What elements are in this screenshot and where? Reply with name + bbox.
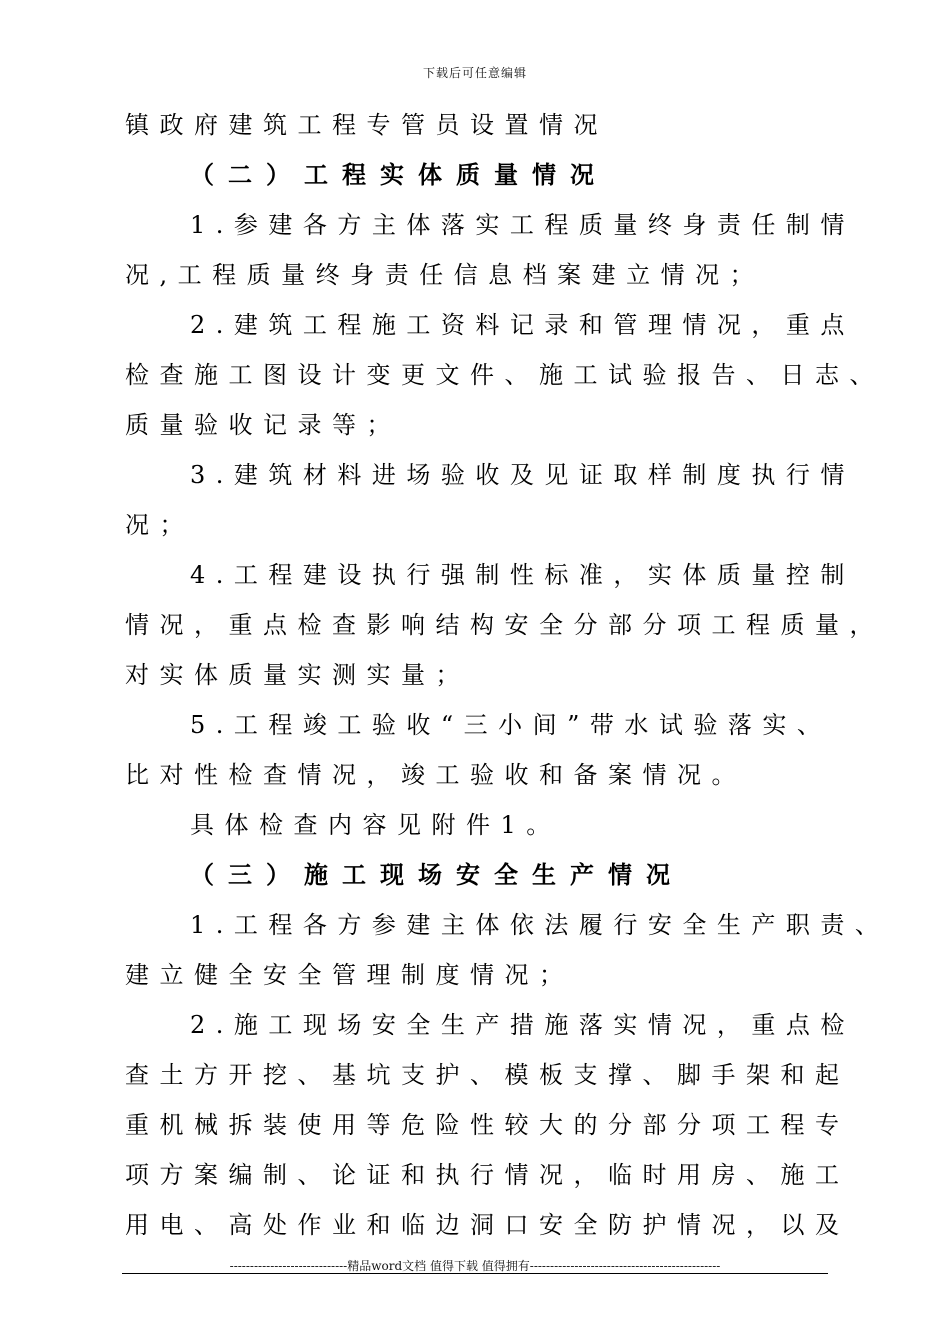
body-line: 4.工程建设执行强制性标准，实体质量控制 xyxy=(190,561,855,589)
body-line: 2.建筑工程施工资料记录和管理情况，重点 xyxy=(190,311,855,339)
body-line: 用电、高处作业和临边洞口安全防护情况，以及 xyxy=(125,1211,850,1239)
section-heading: （三）施工现场安全生产情况 xyxy=(190,860,684,889)
body-line: 质量验收记录等； xyxy=(125,411,401,439)
page-header: 下载后可任意编辑 xyxy=(422,66,527,80)
body-line: 具体检查内容见附件1。 xyxy=(190,811,561,839)
footer-divider xyxy=(122,1273,828,1274)
body-line: 2.施工现场安全生产措施落实情况，重点检 xyxy=(190,1011,855,1039)
body-line: 5.工程竣工验收“三小间”带水试验落实、 xyxy=(190,711,832,739)
body-line: 1.参建各方主体落实工程质量终身责任制情 xyxy=(190,211,855,239)
body-line: 建立健全安全管理制度情况； xyxy=(125,961,574,989)
body-line: 重机械拆装使用等危险性较大的分部分项工程专 xyxy=(125,1111,850,1139)
body-line: 情况，重点检查影响结构安全分部分项工程质量， xyxy=(125,611,884,639)
body-line: 镇政府建筑工程专管员设置情况 xyxy=(125,111,608,139)
body-line: 比对性检查情况，竣工验收和备案情况。 xyxy=(125,761,746,789)
body-line: 项方案编制、论证和执行情况，临时用房、施工 xyxy=(125,1161,850,1189)
body-line: 3.建筑材料进场验收及见证取样制度执行情 xyxy=(190,461,855,489)
page-footer: -----------------------------精品word文档 值得下载 值得拥有----------------------------------------------- xyxy=(229,1259,721,1273)
body-line: 对实体质量实测实量； xyxy=(125,661,470,689)
section-heading: （二）工程实体质量情况 xyxy=(190,160,608,189)
body-line: 查土方开挖、基坑支护、模板支撑、脚手架和起 xyxy=(125,1061,850,1089)
body-line: 检查施工图设计变更文件、施工试验报告、日志、 xyxy=(125,361,884,389)
body-line: 况,工程质量终身责任信息档案建立情况； xyxy=(125,261,765,289)
body-line: 况； xyxy=(125,511,194,539)
body-line: 1.工程各方参建主体依法履行安全生产职责、 xyxy=(190,911,890,939)
